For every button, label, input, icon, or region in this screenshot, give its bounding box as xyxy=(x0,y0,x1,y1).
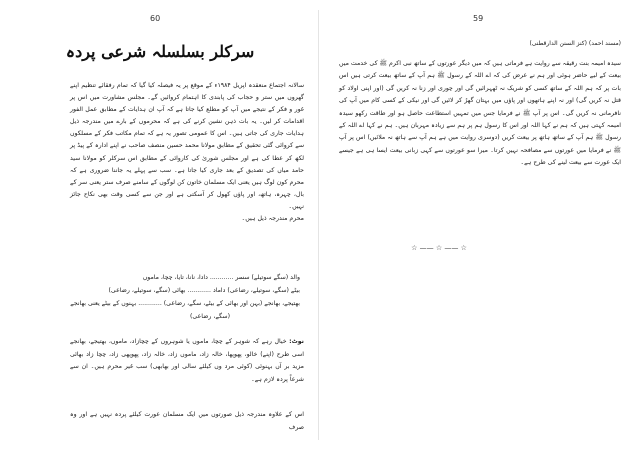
closing-line: اس کے علاوہ مندرجہ ذیل صورتوں میں ایک مسلمان عورت کیلئے پردہ نہیں ہے اور وہ صرف xyxy=(70,411,304,431)
paragraph: سالانہ اجتماع منعقدہ اپریل ۱۹۸۴ء کے موقع پر یہ فیصلہ کیا گیا کہ تمام رفقائے تنظیم اپنے گھروں میں ستر و حجاب کی پابندی کا اہتمام کروائیں گے۔ مجلس مشاورت میں اس پر غور و فکر کے نتیجے میں آپ کو مطلع کیا جاتا ہے کہ آپ ان ہدایات کے مطابق عمل الفور اقدامات کر لیں۔ یہ بات ذہن نشین کرنے کی ہے کہ محرموں کے بارے میں مندرجہ ذیل ہدایات جاری کی جاتی ہیں۔ اس کا عمومی تصور یہ ہے کہ تمام مکاتب فکر کے مسلکوں سے کروائی گئی تحقیق کے مطابق مولانا محمد حسین منصف صاحب نے اپنے ادارہ کے پیڈ پر لکھ کر عطا کی ہے اور مجلس شوریٰ کی کاروائی کے مطابق اس سرکلر کو مولانا سید حامد میاں کی تصدیق کے بعد جاری کیا جاتا ہے۔ سب سے پہلے یہ جاننا ضروری ہے کہ محرم کون لوگ ہیں یعنی ایک مسلمان خاتون کن لوگوں کے سامنے صرف ستر یعنی سر کے بال، چہرہ، ہاتھ، اور پاؤں کھول کر آسکتی ہے اور جن سے کسی وقت بھی نکاح جائز نہیں۔ xyxy=(70,82,304,210)
paragraph: محرم مندرجہ ذیل ہیں۔ xyxy=(241,215,304,223)
page-right xyxy=(319,0,638,451)
page-heading: سرکلر بسلسلہ شرعی پردہ xyxy=(65,42,255,61)
section-end-stars: ☆ —— ☆ —— ☆ xyxy=(411,244,467,252)
note-text: خیال رہے کہ شوہر کے چچا، ماموں یا شوہروں کے چچازاد، ماموں، بھتیجے، بھانجے اسی طرح (اپنے) خالو، پھوپھا، خالہ زاد، ماموں زاد، خالہ زاد، پھوپھی زاد، چچا زاد بھائی مزید بر آں بہنوئی (کوئی مرد وں کیلئے سالی اور بھابھی) سب غیر محرم ہیں۔ ان سے شرعاً پردہ لازم ہے۔ xyxy=(70,338,304,383)
note-label: نوٹ: xyxy=(289,338,305,345)
citation: (مسند احمد) (کنز السنن الدارقطنی) xyxy=(529,40,621,47)
list-item: بھتیجے، بھانجے (بہن اور بھائی کے بیٹے، سگے، رضاعی) ............ بہنوں کے بیٹے یعنی بھانجے xyxy=(70,300,300,307)
mahram-list xyxy=(70,271,300,323)
list-item: بیٹے (سگے، سوتیلے، رضاعی) داماد ............ بھائی (سگے، سوتیلے، رضاعی) xyxy=(108,287,300,294)
note-block xyxy=(70,336,304,386)
body-text-left xyxy=(70,80,304,225)
list-item: (سگے، رضاعی) xyxy=(190,313,230,320)
paragraph: سیدہ امیمہ بنت رقیقہ سے روایت ہے فرماتی ہیں کہ میں دیگر عورتوں کے ساتھ نبی اکرم ﷺ کی خدمت میں بیعت کے لیے حاضر ہوئی اور ہم نے عرض کی کہ اے اللہ کے رسول ﷺ ہم آپ کے ساتھ بیعت کرتی ہیں اس بات پر کہ ہم اللہ کے ساتھ کسی کو شریک نہ ٹھہرائیں گی اور چوری اور زنا نہ کریں گی (اور اپنی اولاد کو قتل نہ کریں گی) اور نہ اپنے ہاتھوں اور پاؤں میں بہتان گھڑ کر لائیں گی اور نیکی کے کسی کام میں آپ کی نافرمانی نہ کریں گی۔ اس پر آپ ﷺ نے فرمایا جس میں تمہیں استطاعت حاصل ہو اور طاقت رکھو سیدہ امیمہ کہتی ہیں کہ ہم نے کہا اللہ اور اس کا رسول ہم پر ہم سے زیادہ مہربان ہیں۔ ہم نے کہا اے اللہ کے رسول ﷺ ہم آپ کے ساتھ ہاتھ پر بیعت کریں (دوسری روایت میں ہے ہم آپ سے ہاتھ نہ ملائیں) اس پر آپ ﷺ نے فرمایا میں عورتوں سے مصافحہ نہیں کرتا۔ میرا سو عورتوں سے کہی زبانی بیعت ایسا ہی ہے جیسے ایک عورت سے بیعت لینے کی طرح ہے۔ xyxy=(339,60,621,167)
page-number-left: 60 xyxy=(150,14,161,23)
body-text-right xyxy=(339,58,621,170)
page-number-right: 59 xyxy=(473,14,484,23)
list-item: والد (سگے سوتیلے) سسر ............ دادا، نانا، تایا، چچا، ماموں xyxy=(142,274,300,281)
